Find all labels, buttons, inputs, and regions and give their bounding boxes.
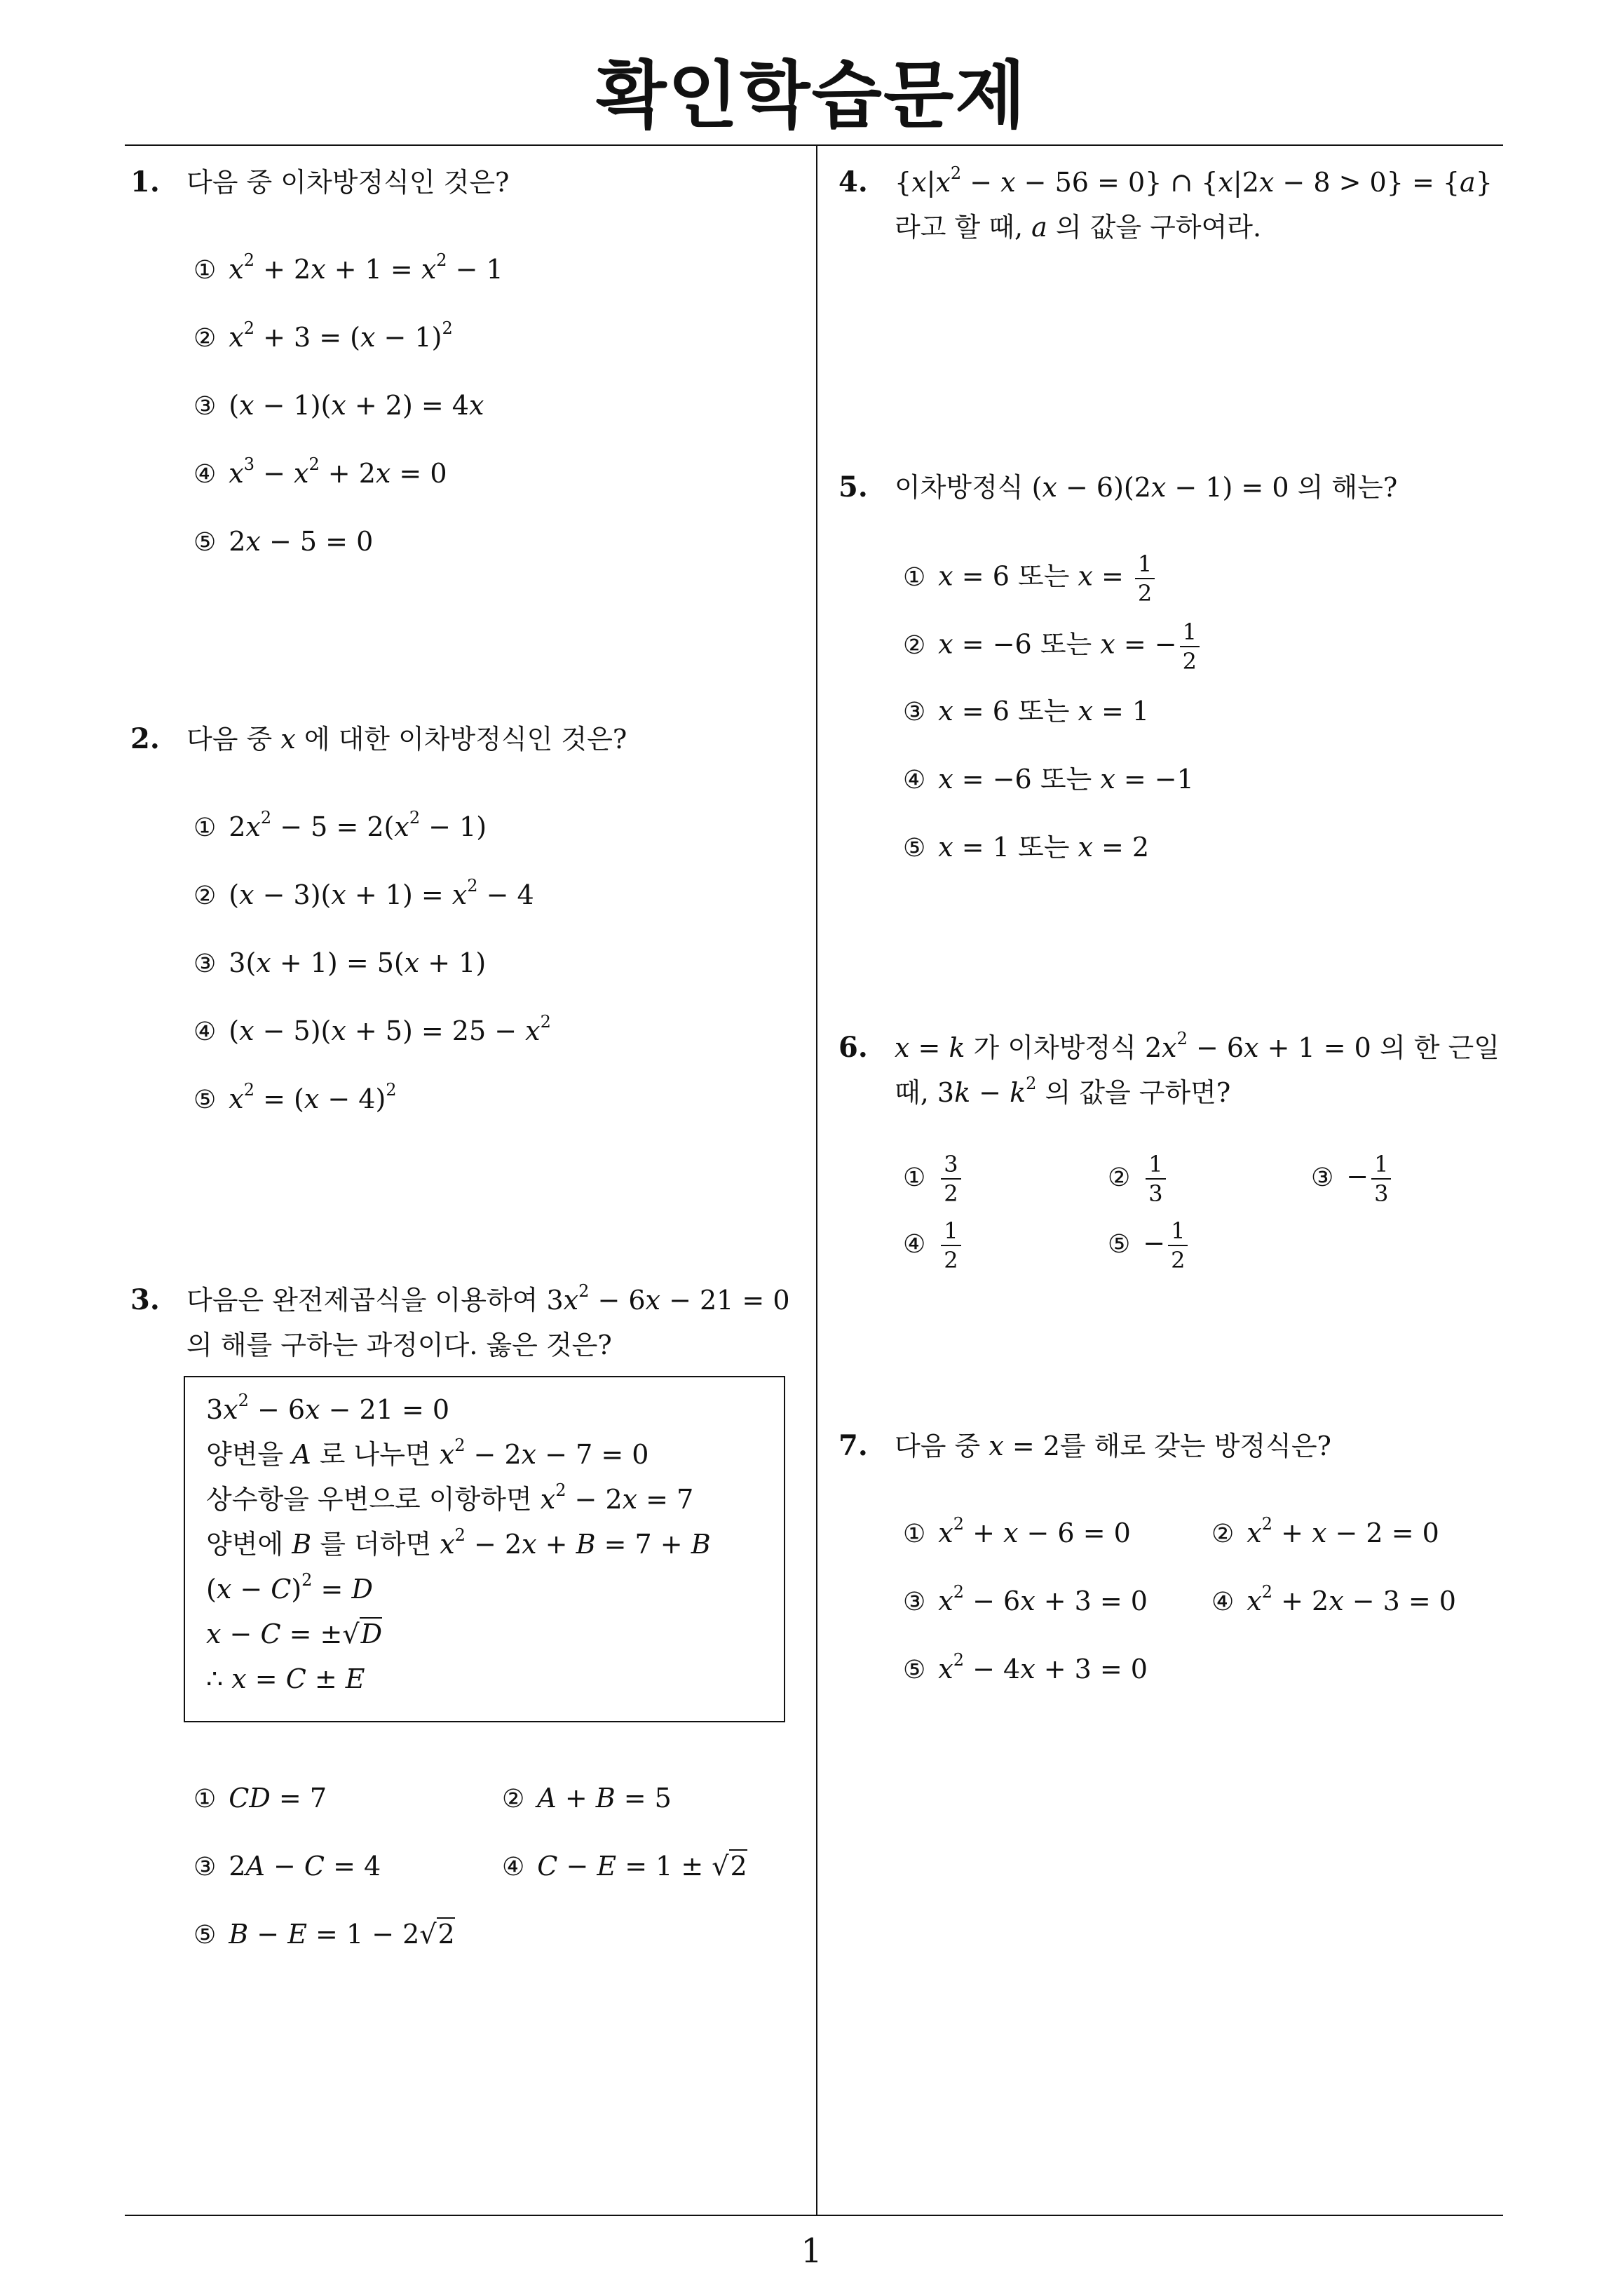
- question-number: 2.: [130, 722, 160, 755]
- box-line-2: 양변을 A 로 나누면 $x^2 - 2x - 7 = 0$: [206, 1436, 649, 1470]
- q7-option-5[interactable]: ⑤ $x^2 - 4x + 3 = 0$: [903, 1650, 1148, 1684]
- question-number: 3.: [130, 1283, 160, 1316]
- q6-option-3[interactable]: ③ − $\frac{1}{3}$: [1311, 1150, 1394, 1208]
- box-line-4: 양변에 B 를 더하면 $x^2 - 2x + B = 7 + B$: [206, 1525, 711, 1560]
- page-number: 1: [801, 2231, 822, 2271]
- q3-option-4[interactable]: ④ C − E = 1 ± √2: [502, 1851, 747, 1882]
- q1-option-1[interactable]: ① $x^2 + 2x + 1 = x^2 - 1$: [193, 250, 503, 285]
- q1-option-4[interactable]: ④ $x^3 - x^2 + 2x = 0$: [193, 454, 447, 489]
- question-text: x = k 가 이차방정식 $2x^2 - 6x + 1 = 0$ 의 한 근일 때, $3k - k^2$ 의 값을 구하면?: [895, 1029, 1500, 1108]
- q5-option-5[interactable]: ⑤ x = 1 또는 x = 2: [903, 832, 1150, 863]
- q3-option-2[interactable]: ② A + B = 5: [502, 1783, 672, 1814]
- q3-option-3[interactable]: ③ 2A − C = 4: [193, 1851, 381, 1882]
- bottom-rule: [125, 2215, 1503, 2216]
- question-number: 4.: [838, 166, 868, 198]
- question-text: 이차방정식 (x − 6)(2x − 1) = 0 의 해는?: [895, 472, 1398, 503]
- q5-option-2[interactable]: ② x = −6 또는 x = − $\frac{1}{2}$: [903, 618, 1202, 675]
- top-rule: [125, 144, 1503, 146]
- question-3: [130, 1278, 803, 1368]
- q2-option-1[interactable]: ① $2x^2 - 5 = 2(x^2 - 1)$: [193, 808, 487, 842]
- q7-option-1[interactable]: ① $x^2 + x - 6 = 0$: [903, 1514, 1131, 1548]
- q5-option-3[interactable]: ③ x = 6 또는 x = 1: [903, 696, 1150, 727]
- box-line-1: $3x^2 - 6x - 21 = 0$: [206, 1391, 450, 1425]
- q6-option-2[interactable]: ② $\frac{1}{3}$: [1108, 1150, 1169, 1208]
- q6-option-4[interactable]: ④ $\frac{1}{2}$: [903, 1217, 964, 1274]
- q2-option-5[interactable]: ⑤ $x^2 = (x - 4)^2$: [193, 1080, 397, 1114]
- question-number: 7.: [838, 1429, 868, 1462]
- question-5: [838, 465, 1512, 510]
- q2-option-3[interactable]: ③ 3(x + 1) = 5(x + 1): [193, 947, 487, 978]
- question-number: 1.: [130, 166, 160, 198]
- box-line-6: x − C = ±√D: [206, 1619, 383, 1649]
- column-divider: [816, 146, 817, 2216]
- q5-option-1[interactable]: ① x = 6 또는 x = $\frac{1}{2}$: [903, 550, 1157, 607]
- q2-option-4[interactable]: ④ $(x - 5)(x + 5) = 25 - x^2$: [193, 1012, 551, 1046]
- question-2: [130, 717, 803, 762]
- q2-option-2[interactable]: ② $(x - 3)(x + 1) = x^2 - 4$: [193, 876, 534, 910]
- question-text: $\{x|x^2 - x - 56 = 0\}$ ∩ {x|2x − 8 > 0} = {a} 라고 할 때, a 의 값을 구하여라.: [895, 163, 1493, 243]
- q7-option-4[interactable]: ④ $x^2 + 2x - 3 = 0$: [1211, 1582, 1456, 1616]
- question-text: 다음 중 x = 2를 해로 갖는 방정식은?: [895, 1431, 1331, 1461]
- q3-option-5[interactable]: ⑤ B − E = 1 − 2√2: [193, 1919, 455, 1950]
- box-line-5: $(x - C)^2 = D$: [206, 1570, 373, 1605]
- question-6: [838, 1025, 1512, 1115]
- q3-option-1[interactable]: ① CD = 7: [193, 1783, 327, 1814]
- solution-process-box: [184, 1376, 785, 1722]
- question-4: [838, 160, 1512, 250]
- question-1: [130, 160, 803, 205]
- box-line-7: ∴ x = C ± E: [206, 1663, 365, 1694]
- q6-option-5[interactable]: ⑤ − $\frac{1}{2}$: [1108, 1217, 1190, 1274]
- q5-option-4[interactable]: ④ x = −6 또는 x = −1: [903, 764, 1194, 795]
- q1-option-5[interactable]: ⑤ 2x − 5 = 0: [193, 526, 374, 557]
- box-line-3: 상수항을 우변으로 이항하면 $x^2 - 2x = 7$: [206, 1480, 694, 1515]
- question-number: 6.: [838, 1031, 868, 1064]
- page-title: 확인학습문제: [596, 53, 1027, 138]
- question-text: 다음은 완전제곱식을 이용하여 $3x^2 - 6x - 21 = 0$ 의 해를 구하는 과정이다. 옳은 것은?: [186, 1281, 790, 1360]
- question-text: 다음 중 x 에 대한 이차방정식인 것은?: [186, 724, 627, 755]
- q7-option-3[interactable]: ③ $x^2 - 6x + 3 = 0$: [903, 1582, 1148, 1616]
- q7-option-2[interactable]: ② $x^2 + x - 2 = 0$: [1211, 1514, 1439, 1548]
- q1-option-3[interactable]: ③ (x − 1)(x + 2) = 4x: [193, 390, 484, 421]
- q6-option-1[interactable]: ① $\frac{3}{2}$: [903, 1150, 964, 1208]
- question-number: 5.: [838, 471, 868, 504]
- question-7: [838, 1424, 1512, 1468]
- q1-option-2[interactable]: ② $x^2 + 3 = (x - 1)^2$: [193, 318, 453, 353]
- question-text: 다음 중 이차방정식인 것은?: [186, 167, 510, 198]
